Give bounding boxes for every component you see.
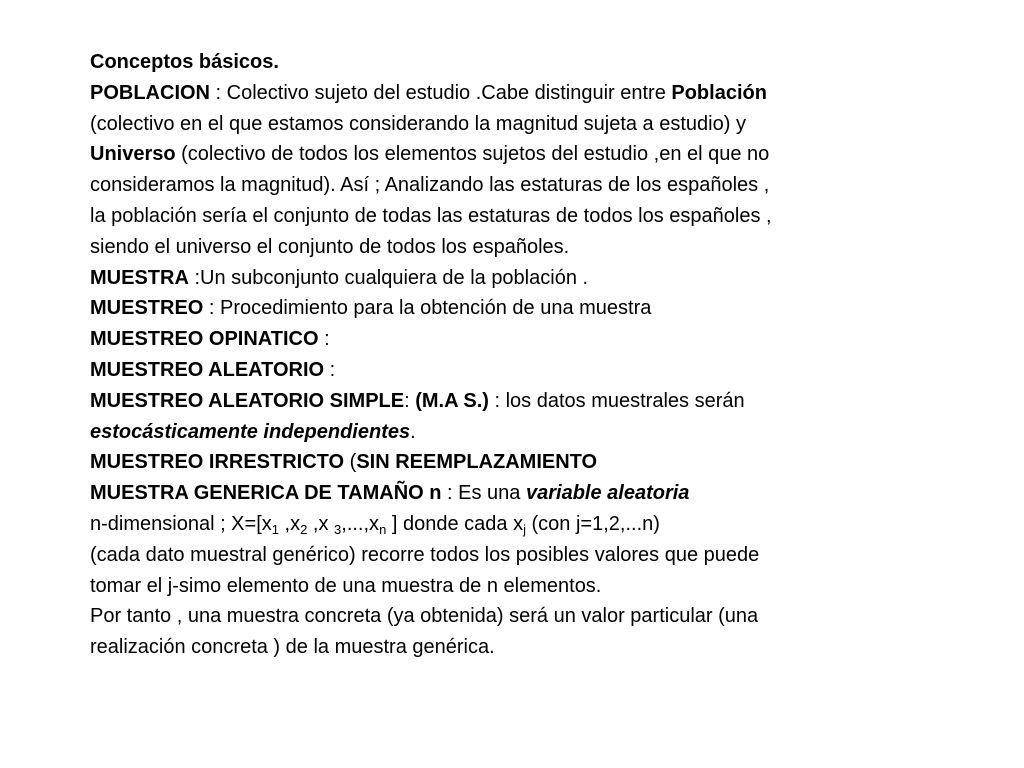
term-muestra: MUESTRA (90, 266, 189, 289)
formula-sub-1: 1 (271, 521, 279, 537)
term-muestra-generica: MUESTRA GENERICA DE TAMAÑO n (90, 482, 442, 505)
term-universo: Universo (90, 143, 176, 166)
definition-universo: (colectivo de todos los elementos sujetos del estudio ,en el que no (175, 143, 770, 166)
formula-sub-3: 3 (334, 521, 342, 537)
text-line-20: realización concreta ) de la muestra genérica. (90, 636, 495, 659)
term-poblacion-2: Población (671, 81, 767, 104)
line-poblacion (90, 78, 990, 109)
term-estocasticamente: estocásticamente independientes (90, 420, 411, 443)
formula-sub-2: 2 (300, 521, 308, 537)
term-muestreo-aleatorio: MUESTREO ALEATORIO (90, 358, 325, 381)
text-line-5: consideramos la magnitud). Así ; Analizando las estaturas de los españoles , (90, 174, 770, 197)
definition-mas: : los datos muestrales serán (488, 389, 745, 412)
line-mas (90, 386, 990, 417)
text-line-7: siendo el universo el conjunto de todos los españoles. (90, 235, 570, 258)
term-muestreo-opinatico: MUESTREO OPINATICO (90, 328, 319, 351)
formula-part-4: ,...,x (341, 512, 380, 535)
line-universo (90, 139, 990, 170)
line-6 (90, 201, 990, 232)
formula-part-5: ] donde cada x (386, 512, 524, 535)
line-20 (90, 632, 990, 663)
colon-muestreo-aleatorio: : (324, 358, 336, 381)
text-line-19: Por tanto , una muestra concreta (ya obtenida) será un valor particular (una (90, 605, 759, 628)
formula-sub-j: j (523, 521, 526, 537)
term-mas-abbrev: (M.A S.) (415, 389, 489, 412)
formula-part-3: ,x (307, 512, 335, 535)
line-muestreo-aleatorio (90, 355, 990, 386)
colon-mas: : (404, 389, 416, 412)
definition-poblacion: : Colectivo sujeto del estudio .Cabe distinguir entre (210, 81, 672, 104)
line-19 (90, 601, 990, 632)
line-7 (90, 232, 990, 263)
formula-part-2: ,x (279, 512, 301, 535)
line-muestra-generica (90, 478, 990, 509)
line-muestreo-opinatico (90, 324, 990, 355)
period-13: . (410, 420, 416, 443)
line-17 (90, 540, 990, 571)
text-line-6: la población sería el conjunto de todas las estaturas de todos los españoles , (90, 204, 772, 227)
definition-muestra-generica: : Es una (441, 482, 526, 505)
term-muestreo-irrestricto: MUESTREO IRRESTRICTO (90, 451, 345, 474)
text-line-17: (cada dato muestral genérico) recorre todos los posibles valores que puede (90, 543, 760, 566)
paren-irrestricto: ( (344, 451, 357, 474)
line-irrestricto (90, 447, 990, 478)
slide-title: Conceptos básicos. (90, 51, 279, 73)
formula-sub-n: n (379, 521, 387, 537)
line-muestra (90, 263, 990, 294)
formula-part-1: n-dimensional ; X=[x (90, 512, 272, 535)
term-sin-reemplazamiento: SIN REEMPLAZAMIENTO (356, 451, 598, 474)
term-muestreo-aleatorio-simple: MUESTREO ALEATORIO SIMPLE (90, 389, 405, 412)
term-variable-aleatoria: variable aleatoria (525, 482, 690, 505)
line-muestreo (90, 293, 990, 324)
text-line-18: tomar el j-simo elemento de una muestra de n elementos. (90, 574, 602, 597)
line-13 (90, 417, 990, 448)
line-title (90, 47, 990, 78)
colon-muestreo-opinatico: : (318, 328, 330, 351)
text-line-3: (colectivo en el que estamos considerando la magnitud sujeta a estudio) y (90, 112, 746, 135)
line-18 (90, 571, 990, 602)
text-body (90, 47, 990, 663)
line-3 (90, 109, 990, 140)
definition-muestra: :Un subconjunto cualquiera de la población . (188, 266, 589, 289)
definition-muestreo: : Procedimiento para la obtención de una muestra (203, 297, 652, 320)
line-formula (90, 509, 990, 540)
term-muestreo: MUESTREO (90, 297, 204, 320)
term-poblacion: POBLACION (90, 81, 210, 104)
line-5 (90, 170, 990, 201)
formula-part-6: (con j=1,2,...n) (525, 512, 660, 535)
